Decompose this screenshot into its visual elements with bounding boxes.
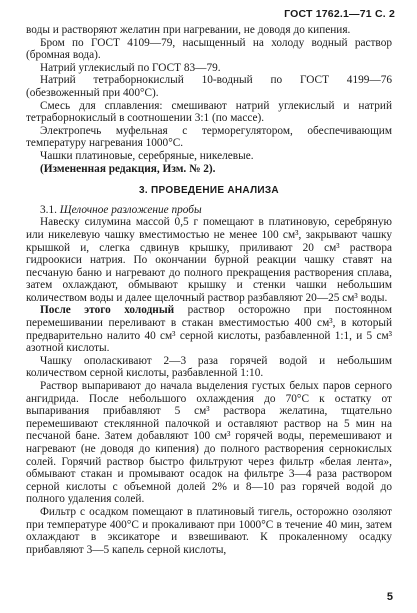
subsection-title: Щелочное разложение пробы	[59, 203, 202, 216]
document-body	[26, 24, 392, 556]
section-title: 3. ПРОВЕДЕНИЕ АНАЛИЗА	[139, 185, 279, 197]
revision-note: (Измененная редакция, Изм. № 2).	[40, 162, 216, 175]
paragraph: Раствор выпаривают до начала выделения густых белых паров серного ангидрида. После небольшого охлаждения до 70°С к остатку от выпаривания прибавляют 5 см³ раствора желатина, тщательно перемешивают стеклянной палочкой и оставляют раствор на 5 мин на песчаной бане. Затем добавляют 100 см³ горячей воды, перемешивают и нагревают (не доводя до кипения) до полного растворения сернокислых солей. Горячий раствор быстро фильтруют через фильтр «белая лента», обмывают стакан и промывают осадок на фильтре 3—4 раза раствором серной кислоты с объемной долей 2% и 8—10 раз горячей водой до полного удаления солей.	[26, 380, 392, 506]
paragraph: Навеску силумина массой 0,5 г помещают в платиновую, серебряную или никелевую чашку вместимостью не менее 100 см³, закрывают чашку крышкой и, слегка сдвинув крышку, приливают 20 см³ раствора гидроокиси натрия. По окончании бурной реакции чашку ставят на песчаную баню и нагревают до полного прекращения растворения сплава, затем охлаждают, обмывают крышку и стенки чашки небольшим количеством воды и далее щелочный раствор разбавляют 20—25 см³ воды.	[26, 216, 392, 304]
subsection-number: 3.1.	[40, 203, 57, 216]
emphasis-text: После этого холодный	[40, 304, 175, 317]
paragraph: воды и растворяют желатин при нагревании, не доводя до кипения.	[26, 24, 351, 36]
page-header: ГОСТ 1762.1—71 С. 2	[284, 8, 395, 20]
page-number: 5	[386, 591, 393, 603]
paragraph: Натрий углекислый по ГОСТ 83—79.	[40, 61, 221, 74]
paragraph-text: раствор осторожно при постоянном перемешивании переливают в стакан вместимостью 400 см³, в который предварительно налито 40 см³ серной кислоты, разбавленной 1:1, и 5 см³ азотной кислоты.	[26, 304, 393, 355]
paragraph: Чашки платиновые, серебряные, никелевые.	[40, 149, 254, 162]
paragraph: Натрий тетраборнокислый 10-водный по ГОСТ 4199—76 (обезвоженный при 400°С).	[26, 74, 392, 99]
paragraph: Смесь для сплавления: смешивают натрий углекислый и натрий тетраборнокислый в соотношении 3:1 (по массе).	[26, 99, 392, 125]
subsection-heading	[26, 204, 392, 217]
paragraph: Электропечь муфельная с терморегулятором, обеспечивающим температуру нагревания 1000°С.	[26, 124, 392, 150]
paragraph: Бром по ГОСТ 4109—79, насыщенный на холоду водный раствор (бромная вода).	[26, 36, 392, 62]
paragraph: Чашку ополаскивают 2—3 раза горячей водой и небольшим количеством серной кислоты, разбавленной 1:10.	[26, 354, 392, 380]
paragraph: Фильтр с осадком помещают в платиновый тигель, осторожно озоляют при температуре 400°С и прокаливают при 1000°С в течение 40 мин, затем охлаждают в эксикаторе и взвешивают. К прокаленному осадку прибавляют 3—5 капель серной кислоты,	[26, 505, 392, 556]
paragraph	[26, 304, 392, 354]
